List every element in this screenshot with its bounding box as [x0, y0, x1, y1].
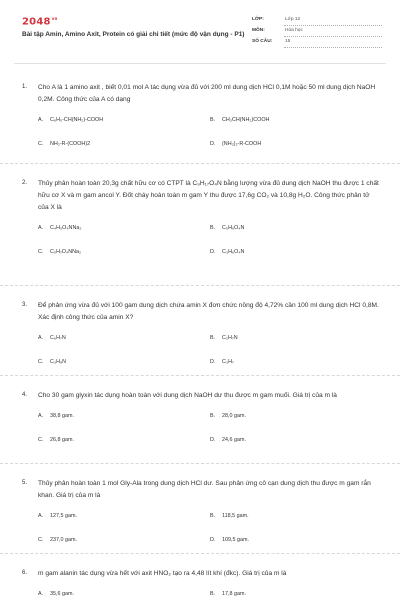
meta-value: 15 [284, 37, 382, 48]
option-text: 17,8 gam. [222, 591, 246, 597]
header-divider [14, 63, 386, 64]
site-logo-suffix: vn [51, 16, 58, 21]
meta-row-class [252, 15, 382, 25]
option-text: 38,8 gam. [50, 413, 74, 419]
option-text: (NH₂)₂-R-COOH [222, 141, 262, 147]
site-logo-text: 2048 [22, 16, 51, 28]
option-letter: D. [210, 141, 216, 147]
option-text: 28,0 gam. [222, 413, 246, 419]
option-b[interactable] [210, 117, 382, 123]
option-text: C₆H₅-CH(NH₂)-COOH [50, 117, 104, 123]
answer-options [38, 216, 400, 264]
option-letter: D. [210, 359, 216, 365]
option-text: C₃H₆O₄N [222, 249, 245, 255]
options-row [38, 326, 400, 350]
option-a[interactable] [38, 335, 210, 341]
question-3 [0, 292, 400, 376]
option-letter: A. [38, 513, 44, 519]
options-row [38, 350, 400, 374]
option-text: 24,6 gam. [222, 437, 246, 443]
option-letter: D. [210, 249, 216, 255]
option-d[interactable] [210, 537, 382, 543]
option-text: 109,5 gam. [222, 537, 249, 543]
meta-label: SỐ CÂU: [252, 39, 273, 44]
option-d[interactable] [210, 437, 382, 443]
question-text: Cho A là 1 amino axit , biết 0,01 mol A tác dụng vừa đủ với 200 ml dung dịch HCl 0,1M hoặc 50 ml dung dịch NaOH 0,2M. Công thức của A có dạng [38, 84, 376, 103]
answer-options [38, 504, 400, 552]
options-row [38, 132, 400, 156]
option-b[interactable] [210, 335, 382, 341]
site-logo[interactable] [22, 16, 58, 27]
answer-options [38, 582, 400, 600]
option-letter: A. [38, 335, 44, 341]
option-letter: B. [210, 513, 216, 519]
option-letter: C. [38, 537, 44, 543]
question-6 [0, 560, 400, 600]
option-a[interactable] [38, 591, 210, 597]
question-text: Cho 30 gam glyxin tác dụng hoàn toàn với dung dịch NaOH dư thu được m gam muối. Giá trị của m là [38, 392, 337, 399]
option-b[interactable] [210, 225, 382, 231]
option-letter: B. [210, 413, 216, 419]
option-text: C₆H₇N [50, 335, 66, 341]
option-letter: C. [38, 359, 44, 365]
meta-value: Lớp 12 [284, 15, 382, 26]
option-letter: C. [38, 437, 44, 443]
option-text: NH₂-R-(COOH)2 [50, 141, 91, 147]
option-b[interactable] [210, 591, 382, 597]
option-text: C₂H₇N [222, 335, 238, 341]
meta-label: MÔN: [252, 28, 265, 33]
worksheet-meta [252, 15, 382, 47]
option-d[interactable] [210, 141, 382, 147]
option-c[interactable] [38, 537, 210, 543]
option-letter: A. [38, 591, 44, 597]
option-letter: A. [38, 413, 44, 419]
question-number: 5. [22, 480, 28, 486]
option-text: C₃H₇ [222, 359, 234, 365]
option-c[interactable] [38, 437, 210, 443]
option-text: 35,6 gam. [50, 591, 74, 597]
answer-options [38, 326, 400, 374]
question-1 [0, 74, 400, 164]
meta-row-question-count [252, 37, 382, 47]
option-b[interactable] [210, 413, 382, 419]
options-row [38, 428, 400, 452]
meta-value: Hóa học [284, 26, 382, 37]
option-text: CH₃CH(NH₂)COOH [222, 117, 270, 123]
option-text: 237,0 gam. [50, 537, 77, 543]
worksheet-header [0, 0, 400, 64]
option-letter: D. [210, 437, 216, 443]
option-letter: D. [210, 537, 216, 543]
option-letter: A. [38, 117, 44, 123]
meta-row-subject [252, 26, 382, 36]
options-row [38, 108, 400, 132]
question-list [0, 74, 400, 600]
option-d[interactable] [210, 359, 382, 365]
option-text: C₅H₉O₄N [222, 225, 245, 231]
options-row [38, 504, 400, 528]
question-number: 3. [22, 302, 28, 308]
option-a[interactable] [38, 225, 210, 231]
option-letter: C. [38, 141, 44, 147]
option-letter: B. [210, 117, 216, 123]
options-row [38, 216, 400, 240]
option-d[interactable] [210, 249, 382, 255]
option-a[interactable] [38, 513, 210, 519]
option-a[interactable] [38, 413, 210, 419]
question-2 [0, 170, 400, 286]
option-c[interactable] [38, 359, 210, 365]
option-c[interactable] [38, 141, 210, 147]
option-text: 118,5 gam. [222, 513, 249, 519]
options-row [38, 240, 400, 264]
option-c[interactable] [38, 249, 210, 255]
question-number: 6. [22, 570, 28, 576]
option-a[interactable] [38, 117, 210, 123]
question-text: Thủy phân hoàn toàn 1 mol Gly-Ala trong dung dịch HCl dư. Sau phản ứng cô cạn dung dịch thu được m gam rắn khan. Giá trị của m là [38, 480, 371, 499]
option-b[interactable] [210, 513, 382, 519]
question-text: Thủy phân hoàn toàn 20,3g chất hữu cơ có CTPT là C₉H₁₇O₄N bằng lượng vừa đủ dung dịch NaOH thu được 1 chất hữu cơ X và m gam ancol Y. Đốt cháy hoàn toàn m gam Y thu được 17,6g CO₂ và 10,8g H₂O. Công thức phân tử của X là [38, 180, 379, 211]
option-letter: B. [210, 335, 216, 341]
meta-label: LỚP: [252, 17, 264, 22]
question-5 [0, 470, 400, 554]
options-row [38, 404, 400, 428]
option-letter: A. [38, 225, 44, 231]
option-text: 26,8 gam. [50, 437, 74, 443]
options-row [38, 582, 400, 600]
option-text: C₃H₉N [50, 359, 67, 365]
option-text: C₄H₅O₄NNa₂ [50, 225, 82, 231]
question-number: 4. [22, 392, 28, 398]
option-text: C₅H₇O₄NNa₂ [50, 249, 82, 255]
option-letter: B. [210, 591, 216, 597]
options-row [38, 528, 400, 552]
question-text: Để phản ứng vừa đủ với 100 gam dung dịch chứa amin X đơn chức nồng độ 4,72% cần 100 ml dung dịch HCl 0,8M. Xác định công thức của amin X? [38, 302, 379, 321]
question-4 [0, 382, 400, 464]
answer-options [38, 108, 400, 156]
option-letter: C. [38, 249, 44, 255]
question-number: 2. [22, 180, 28, 186]
question-text: m gam alanin tác dụng vừa hết với axit HNO₂ tạo ra 4,48 lít khí (đkc). Giá trị của m là [38, 570, 287, 577]
worksheet-title: Bài tập Amin, Amino Axit, Protein có giải chi tiết (mức độ vận dụng - P1) [22, 31, 245, 38]
question-number: 1. [22, 84, 28, 90]
option-letter: B. [210, 225, 216, 231]
option-text: 127,5 gam. [50, 513, 77, 519]
answer-options [38, 404, 400, 452]
